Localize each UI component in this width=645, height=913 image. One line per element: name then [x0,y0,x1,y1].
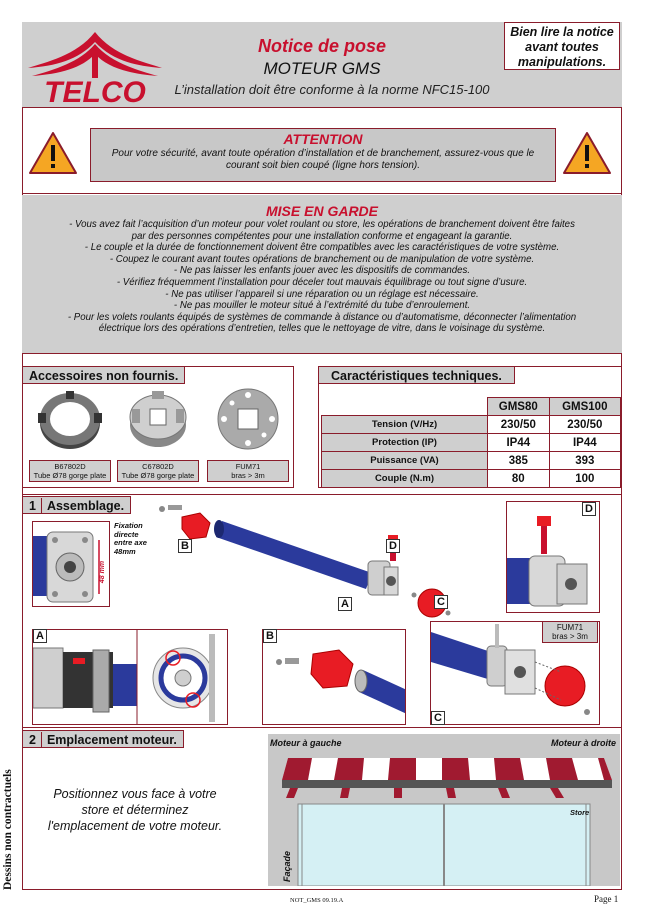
warning-line: - Ne pas mouiller le moteur situé à l’extrémité du tube d’enroulement. [173,300,471,312]
motor-head-image [33,522,110,607]
detail-panel-a [32,629,228,725]
label-d: D [386,539,400,553]
label-d-panel: D [582,502,596,516]
specs-section [318,366,622,488]
accessory-item [207,383,289,482]
warning-line: électrique lors des opérations d’entretien, telles que le nettoyage de vitre, dans le voisinage du système. [98,323,546,335]
assembly-number: 1 [29,498,42,514]
assembly-title [22,496,131,514]
document-code: NOT_GMS 09.19.A [290,897,344,904]
attention-box [90,128,556,182]
specs-column-header: GMS80 [488,398,550,416]
accessory-item [29,383,111,482]
placement-title [22,730,184,748]
table-row [322,470,621,488]
page-title: Notice de pose [257,36,387,56]
accessory-desc: Tube Ø78 gorge plate [121,471,195,480]
warning-line: - Vous avez fait l’acquisition d’un moteur pour volet roulant ou store, les opérations de branchement doivent être faites [69,219,575,230]
accessory-item [117,383,199,482]
specs-row-label: Couple (N.m) [322,470,488,488]
assembly-title-text: Assemblage. [46,499,125,513]
specs-corner [322,398,488,416]
label-c-panel: C [431,711,445,725]
mounting-plate-image [210,383,286,453]
page-number: Page 1 [594,894,619,904]
telco-logo [26,28,164,106]
specs-cell: 385 [488,452,550,470]
notice-box [504,22,620,70]
fum-label-line: bras > 3m [552,632,588,641]
crown-adapter-image [32,383,108,453]
attention-title: ATTENTION [283,131,363,147]
fixation-line: 48mm [114,546,136,556]
wheel-detail-image [507,502,600,613]
specs-cell: IP44 [488,434,550,452]
label-a: A [338,597,352,611]
notice-line: avant toutes [525,40,599,54]
attention-text: Pour votre sécurité, avant toute opération d’installation et de branchement, assurez-vous que le courant soit bien coupé (ligne hors tension). [111,148,535,171]
warning-line: - Coupez le courant avant toutes opérations de branchement ou de manipulation de votre système. [109,253,535,265]
accessory-caption [207,460,289,482]
detail-panel-b [262,629,406,725]
specs-cell: 80 [488,470,550,488]
header [22,22,622,108]
fixation-panel [32,521,110,607]
specs-column-header: GMS100 [549,398,620,416]
fum-label [542,621,598,643]
left-motor-label: Moteur à gauche [270,738,342,748]
attention-section [22,108,622,194]
warning-icon [562,130,612,176]
table-row [322,416,621,434]
specs-cell: IP44 [549,434,620,452]
accessory-desc: bras > 3m [231,471,265,480]
label-a-panel: A [33,629,47,643]
table-row [322,434,621,452]
accessory-caption [117,460,199,482]
warning-line: - Le couple et la durée de fonctionnement doivent être compatibles avec les caractéristiques de votre système. [84,242,560,254]
specs-cell: 393 [549,452,620,470]
accessory-caption [29,460,111,482]
awning-scene [268,734,620,886]
label-b-panel: B [263,629,277,643]
notice-line: Bien lire la notice [510,25,614,39]
warning-section [22,195,622,354]
accessory-desc: Tube Ø78 gorge plate [33,471,107,480]
accessories-title: Accessoires non fournis. [22,366,185,384]
specs-row-label: Puissance (VA) [322,452,488,470]
warning-line: - Pour les volets roulants équipés de systèmes de commande à distance ou d’automatisme, déconnecter l’alimentation [67,311,577,323]
facade-label: Façade [282,850,292,882]
label-c: C [434,595,448,609]
specs-title: Caractéristiques techniques. [318,366,515,384]
specs-row-label: Tension (V/Hz) [322,416,488,434]
specs-table [321,397,621,488]
wheel-insert-image [263,630,406,725]
assembly-section [22,494,622,728]
store-label: Store [570,808,590,817]
warning-line: - Ne pas laisser les enfants jouer avec les dispositifs de commandes. [173,265,471,277]
warning-lines [22,219,622,335]
accessories-section [22,366,294,488]
brand-text: TELCO [44,76,146,106]
fixation-line: entre axe [114,538,147,547]
placement-title-text: Emplacement moteur. [46,733,177,747]
fixation-line: Fixation [114,521,143,530]
accessory-ref: C67802D [142,462,174,471]
disclaimer-side-text: Dessins non contractuels [2,769,14,890]
table-row [322,452,621,470]
fixation-text [114,522,147,556]
awning-image [268,734,620,886]
drive-wheel-image [120,383,196,453]
dimension-label: 48 mm [99,560,106,584]
crown-detail-image [33,630,228,725]
fixation-line: directe [114,529,139,539]
warning-line: par des personnes compétentes pour une installation conforme et engageant la garantie. [131,230,513,242]
placement-number: 2 [29,732,42,748]
right-motor-label: Moteur à droite [550,738,616,748]
detail-panel-d [506,501,600,613]
warning-line: - Ne pas utiliser l’appareil si une réparation ou un réglage est nécessaire. [165,288,479,300]
specs-row-label: Protection (IP) [322,434,488,452]
placement-text: Positionnez vous face à votre store et déterminez l'emplacement de votre moteur. [47,787,223,833]
norm-text: L’installation doit être conforme à la norme NFC15-100 [174,82,490,97]
placement-section [22,730,622,890]
page-subtitle: MOTEUR GMS [263,59,381,78]
warning-line: - Vérifiez fréquemment l’installation pour déceler tout mauvais équilibrage ou tout signe d’usure. [116,276,528,288]
warning-icon [28,130,78,176]
notice-line: manipulations. [517,55,607,69]
specs-cell: 230/50 [488,416,550,434]
label-b: B [178,539,192,553]
exploded-view-image [152,501,452,619]
accessory-ref: B67802D [54,462,86,471]
specs-cell: 230/50 [549,416,620,434]
warning-title: MISE EN GARDE [265,203,378,219]
specs-cell: 100 [549,470,620,488]
fum-label-line: FUM71 [556,623,584,632]
accessory-ref: FUM71 [235,462,261,471]
